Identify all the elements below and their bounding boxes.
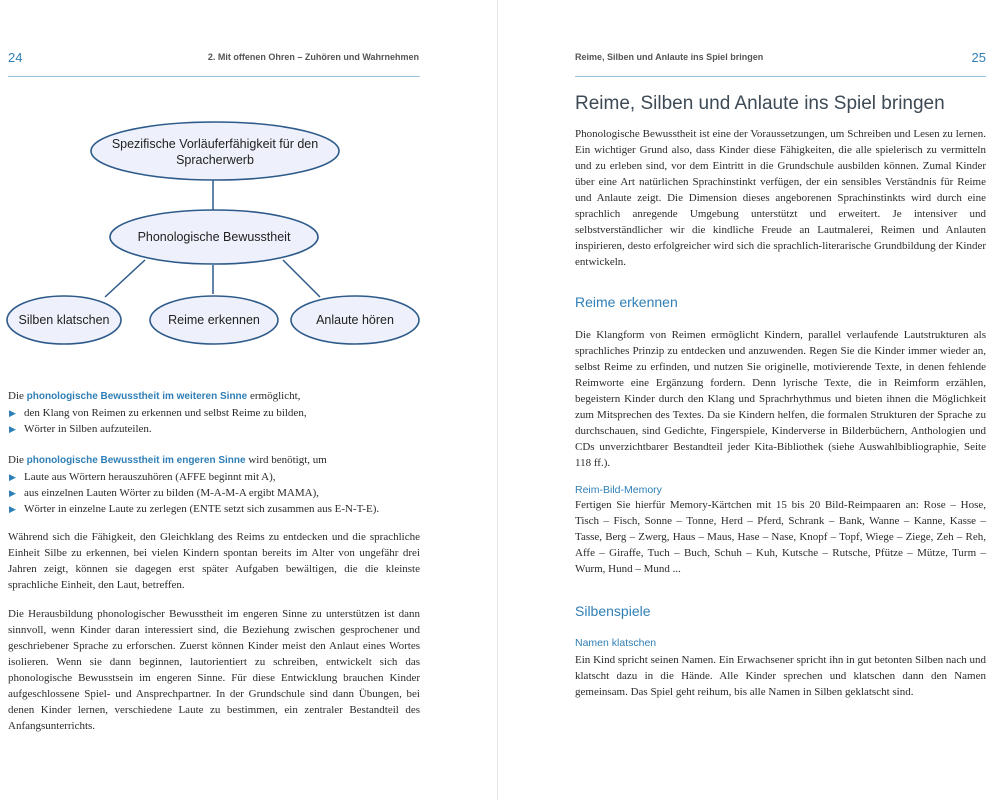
highlight-weiteren-sinne: phonologische Bewusstheit im weiteren Sinne [26, 391, 248, 402]
node-anlaute-label: Anlaute hören [316, 313, 394, 327]
page-number: 24 [8, 50, 23, 65]
triangle-bullet-icon: ▶ [9, 488, 16, 498]
left-page [0, 0, 497, 800]
section-heading-reime: Reime erkennen [575, 294, 678, 310]
text-pre: Die [8, 454, 27, 466]
page-number: 25 [971, 50, 986, 65]
node-middle-label: Phonologische Bewusstheit [137, 230, 291, 244]
connector-right [283, 260, 320, 297]
right-page [498, 0, 1000, 800]
highlight-engeren-sinne: phonologische Bewusstheit im engeren Sinne [26, 455, 246, 466]
header-rule [575, 76, 986, 77]
paragraph-gleichklang: Während sich die Fähigkeit, den Gleichklang des Reims zu entdecken und die sprachliche Einheit Silbe zu erkennen, bei vielen Kindern spontan bereits im Alter von ungefähr drei Jahren zeigt, können sie dagegen erst später Aufgaben bewältigen, die die kleinste sprachliche Einheit, den Laut, betreffen. [8, 531, 420, 591]
text-post: wird benötigt, um [245, 454, 327, 466]
paragraph-weiteren-sinne [8, 388, 420, 437]
triangle-bullet-icon: ▶ [9, 504, 16, 514]
triangle-bullet-icon: ▶ [9, 424, 16, 434]
bullet-list-engeren [8, 469, 420, 517]
list-item [8, 469, 420, 485]
paragraph-engeren-sinne [8, 452, 420, 517]
concept-diagram [0, 100, 430, 350]
node-top [91, 122, 339, 180]
node-top-line1: Spezifische Vorläuferfähigkeit für den [111, 137, 319, 151]
triangle-bullet-icon: ▶ [9, 472, 16, 482]
section-heading-silbenspiele: Silbenspiele [575, 603, 651, 619]
list-item-text: Wörter in einzelne Laute zu zerlegen (ENTE setzt sich zusammen aus E-N-T-E). [24, 503, 380, 515]
list-item [8, 501, 420, 517]
intro-paragraph: Phonologische Bewusstheit ist eine der Voraussetzungen, um Schreiben und Lesen zu lernen. Ein wichtiger Grund also, dass Kinder diese Fähigkeiten, die alle spielerisch zu vermitteln und zu erleben sind, vor dem Eintritt in die Grundschule ausbilden können. Zumal Kinder über eine Art natürlichen Sprachinstinkt verfügen, der ein sensibles Verständnis für Reime und Anlaute zeigt. Die Dimension dieses angeborenen Sprachinstinkts wird durch eine sprachlich anregende Umgebung unterstützt und erweitert. Je intensiver und selbstverständlicher wir die kindliche Freude an Lautmalerei, Reimen und Anlauten inspirieren, desto erfolgreicher wird sich die sprachlich-literarische Grundbildung der Kinder entwickeln. [575, 128, 986, 268]
header-rule [8, 76, 420, 77]
running-head: 2. Mit offenen Ohren – Zuhören und Wahrnehmen [207, 52, 419, 62]
bullet-list-weiteren [8, 405, 420, 437]
text-pre: Die [8, 390, 27, 402]
subtext-reim-bild-memory: Fertigen Sie hierfür Memory-Kärtchen mit 15 bis 20 Bild-Reimpaaren an: Rose – Hose, Tisch – Fisch, Sonne – Tonne, Herd – Pferd, Schrank – Bank, Wanne – Kanne, Kasse – Tasse, Berg – Zwerg, Haus – Maus, Hase – Nase, Knopf – Topf, Wiege – Ziege, Zeh – Reh, Affe – Giraffe, Tuch – Buch, Schuh – Kuh, Kutsche – Rutsche, Pfütze – Mütze, Turm – Wurm, Hund – Mund ... [575, 499, 986, 575]
list-item [8, 485, 420, 501]
subtext-namen-klatschen: Ein Kind spricht seinen Namen. Ein Erwachsener spricht ihn in gut betonten Silben nach und klatscht dazu in die Hände. Alle Kinder sprechen und klatschen dann den Namen gemeinsam. Das Spiel geht reihum, bis alle Namen in Silben geklatscht sind. [575, 654, 986, 698]
running-head: Reime, Silben und Anlaute ins Spiel bringen [575, 52, 764, 62]
triangle-bullet-icon: ▶ [9, 408, 16, 418]
connector-left [105, 260, 145, 297]
page-title: Reime, Silben und Anlaute ins Spiel bringen [575, 93, 945, 114]
section-text-reime: Die Klangform von Reimen ermöglicht Kindern, parallel verlaufende Lautstrukturen als sprachliches Prinzip zu entdecken und anzuwenden. Regen Sie die Kinder immer wieder an, selbst Reime zu erfinden, und nutzen Sie originelle, motivierende Texte, in denen fehlende Reimworte eine Ergänzung fordern. Denn lyrische Texte, die in Reimform erzählen, begeistern Kinder durch den Klang und Sprachrhythmus und bieten ihnen die Möglichkeit zum Mitsprechen des Textes. Da sie Kindern helfen, die formalen Strukturen der Sprache zu durchschauen, sind Gedichte, Fingerspiele, Kinderverse in Bilderbüchern, Anthologien und CDs unverzichtbarer Bestandteil jeder Kita-Bibliothek (siehe Auswahlbibliographie, Seite 118 ff.). [575, 329, 986, 469]
node-top-line2: Spracherwerb [176, 153, 254, 167]
list-item [8, 421, 420, 437]
subheading-namen-klatschen: Namen klatschen [575, 637, 657, 649]
node-silben-label: Silben klatschen [18, 313, 110, 327]
list-item-text: Laute aus Wörtern herauszuhören (AFFE beginnt mit A), [24, 471, 276, 483]
list-item [8, 405, 420, 421]
paragraph-herausbildung: Die Herausbildung phonologischer Bewusstheit im engeren Sinne zu unterstützen ist dann sinnvoll, wenn Kinder daran interessiert sind, die Beziehung zwischen gesprochener und geschriebener Sprache zu erforschen. Zuerst können Kinder meist den Anlaut eines Wortes isolieren. Wenn sie dann beginnen, lautorientiert zu schreiben, entwickelt sich das phonologische Bewusstsein im engeren Sinne. Für diese Entwicklung brauchen Kinder aufgeschlossene Spiel- und Ansprechpartner. In der Grundschule sind dann Übungen, bei denen Kinder lernen, verschiedene Laute zu bestimmen, ein zentraler Bestandteil des Anfangsunterrichts. [8, 608, 420, 732]
list-item-text: Wörter in Silben aufzuteilen. [24, 423, 152, 435]
subheading-reim-bild-memory: Reim-Bild-Memory [575, 484, 662, 496]
node-reime-label: Reime erkennen [168, 313, 260, 327]
list-item-text: aus einzelnen Lauten Wörter zu bilden (M-A-M-A ergibt MAMA), [24, 487, 319, 499]
list-item-text: den Klang von Reimen zu erkennen und selbst Reime zu bilden, [24, 407, 307, 419]
text-post: ermöglicht, [247, 390, 301, 402]
